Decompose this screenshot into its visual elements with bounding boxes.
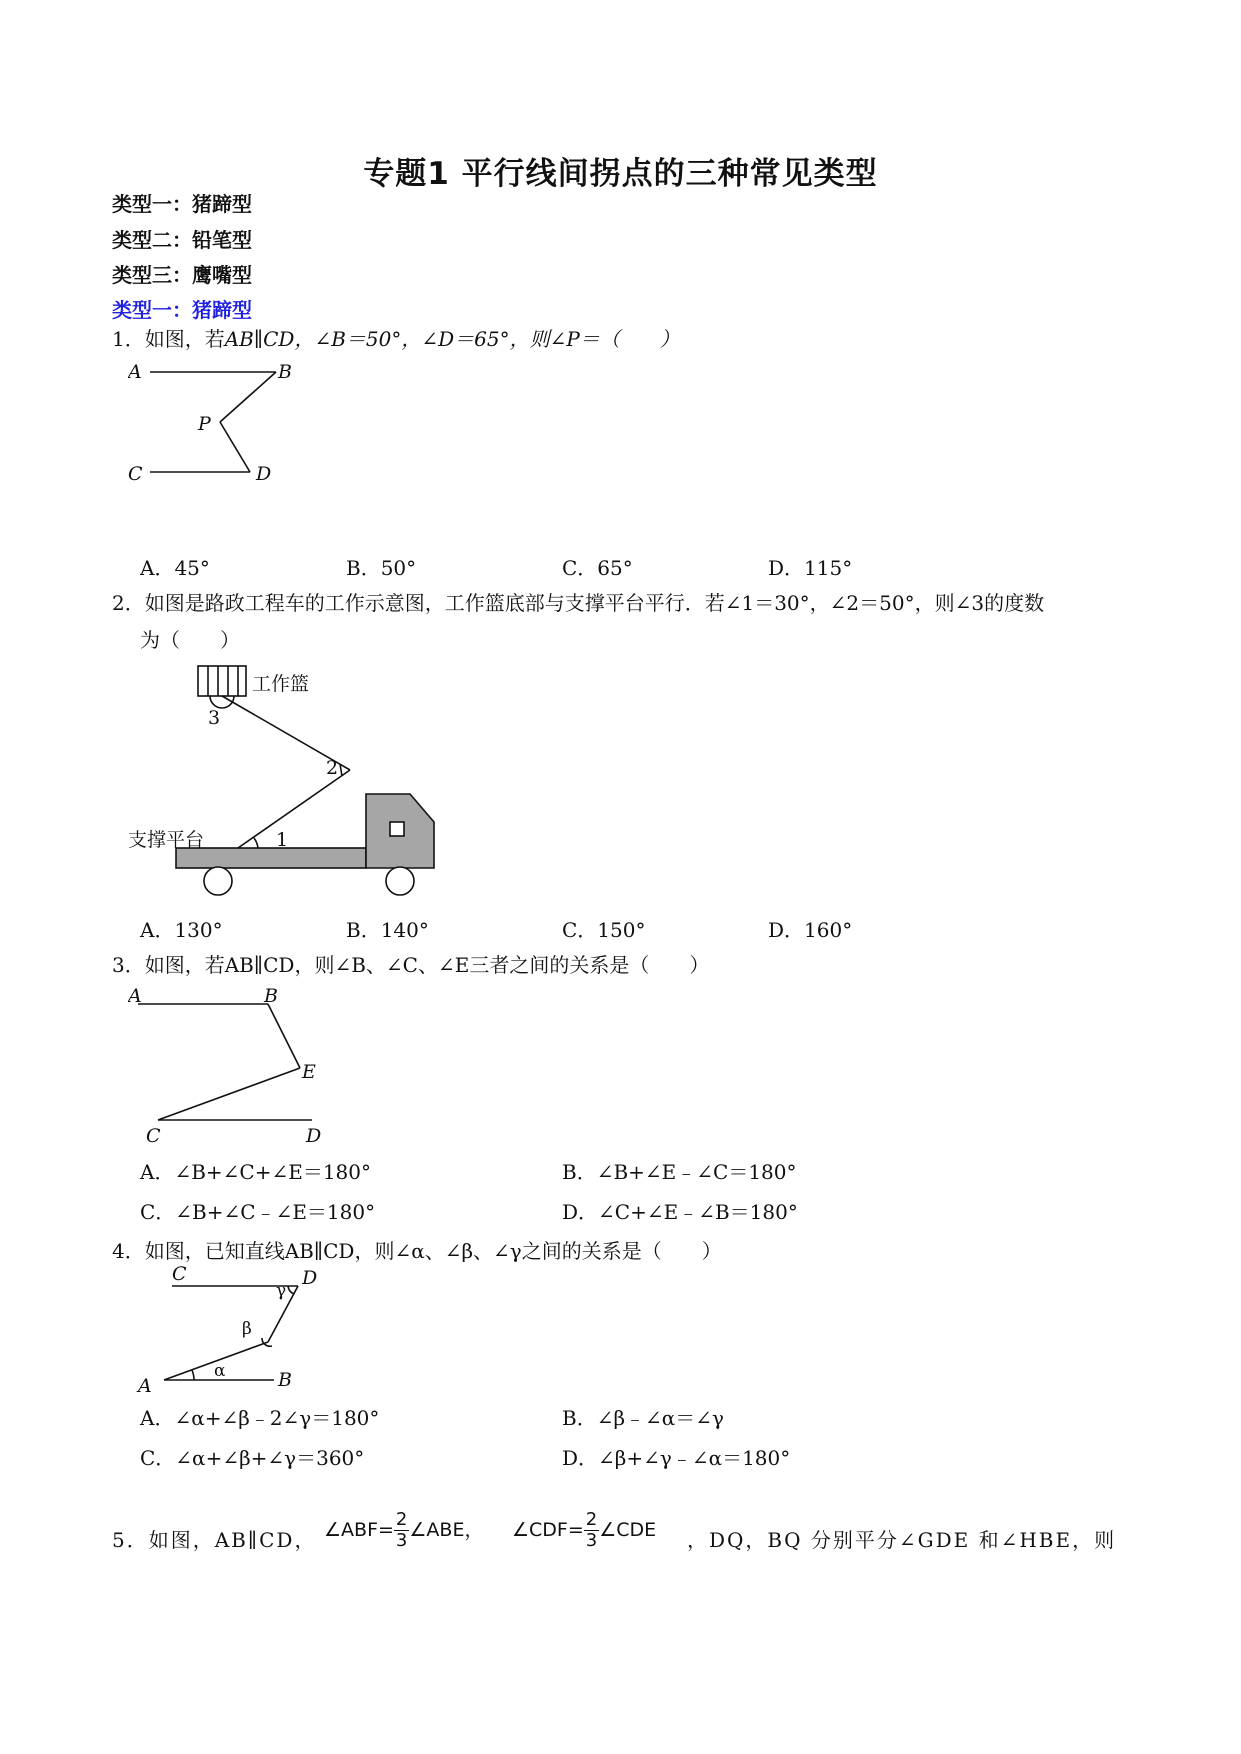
eq2-fraction: [584, 1510, 599, 1551]
eq1-denominator: 3: [395, 1530, 408, 1551]
question-3-option-d: D．∠C+∠E﹣∠B＝180°: [562, 1200, 798, 1224]
fig3-label-d: D: [306, 1125, 322, 1147]
question-5-prefix: 5．如图，AB∥CD，: [112, 1528, 317, 1552]
question-5-suffix: ，DQ，BQ 分别平分∠GDE 和∠HBE，则: [687, 1528, 1117, 1552]
fig4-beta: β: [242, 1319, 252, 1339]
fig4-label-c: C: [172, 1266, 187, 1285]
fig3-label-b: B: [264, 985, 278, 1007]
question-4-option-a: A．∠α+∠β﹣2∠γ＝180°: [140, 1406, 380, 1430]
question-5-equation-2: [512, 1510, 656, 1551]
question-2-option-d: D．160°: [768, 918, 853, 942]
page-title: 专题1 平行线间拐点的三种常见类型: [363, 156, 878, 192]
question-3-text: 3．如图，若AB∥CD，则∠B、∠C、∠E三者之间的关系是（ ）: [112, 953, 710, 977]
question-4-text: 4．如图，已知直线AB∥CD，则∠α、∠β、∠γ之间的关系是（ ）: [112, 1239, 722, 1263]
question-3-option-a: A．∠B+∠C+∠E＝180°: [140, 1160, 372, 1184]
fig1-label-a: A: [128, 361, 142, 383]
type-item-3: 类型三：鹰嘴型: [112, 263, 252, 287]
question-1-option-a: A．45°: [140, 556, 210, 580]
eq2-right: ∠CDE: [599, 1519, 657, 1541]
fig1-label-p: P: [198, 413, 211, 435]
question-2-option-a: A．130°: [140, 918, 223, 942]
question-2-line-1: 2．如图是路政工程车的工作示意图，工作篮底部与支撑平台平行．若∠1＝30°，∠2＝50°，则∠3的度数: [112, 591, 1045, 615]
fig4-label-d: D: [302, 1267, 318, 1289]
section-heading: 类型一：猪蹄型: [112, 298, 252, 322]
type-item-2: 类型二：铅笔型: [112, 228, 252, 252]
question-4-option-b: B．∠β﹣∠α＝∠γ: [562, 1406, 724, 1430]
question-1-option-b: B．50°: [346, 556, 417, 580]
question-4-option-c: C．∠α+∠β+∠γ＝360°: [140, 1446, 365, 1470]
type-item-1: 类型一：猪蹄型: [112, 192, 252, 216]
fig2-angle-3: 3: [208, 707, 221, 729]
eq1-numerator: 2: [395, 1509, 408, 1530]
eq1-left: ∠ABF=: [324, 1519, 394, 1541]
question-5: [112, 1500, 1132, 1570]
question-2-line-2: 为（ ）: [140, 628, 240, 652]
question-1-option-c: C．65°: [562, 556, 633, 580]
fig4-label-b: B: [278, 1369, 292, 1391]
fig3-label-c: C: [146, 1125, 161, 1147]
question-1-option-d: D．115°: [768, 556, 853, 580]
eq2-left: ∠CDF=: [512, 1519, 584, 1541]
question-3-option-c: C．∠B+∠C﹣∠E＝180°: [140, 1200, 376, 1224]
fig2-basket-label: 工作篮: [252, 673, 310, 695]
fig2-angle-2: 2: [326, 757, 339, 779]
eq2-denominator: 3: [585, 1530, 598, 1551]
fig4-alpha: α: [214, 1361, 226, 1381]
question-1-figure: [128, 356, 328, 490]
fig2-platform-label: 支撑平台: [128, 829, 205, 851]
fig1-label-d: D: [256, 463, 272, 485]
fig3-label-e: E: [302, 1061, 316, 1083]
question-1-prefix: 1．如图，若: [112, 327, 225, 351]
fig4-label-a: A: [138, 1375, 152, 1396]
question-2-option-b: B．140°: [346, 918, 429, 942]
fig2-angle-1: 1: [276, 829, 289, 851]
fig1-label-c: C: [128, 463, 143, 485]
fig1-label-b: B: [278, 361, 292, 383]
fig4-gamma: γ: [276, 1281, 287, 1301]
question-4-option-d: D．∠β+∠γ﹣∠α＝180°: [562, 1446, 791, 1470]
question-1: [112, 320, 680, 358]
eq2-numerator: 2: [585, 1509, 598, 1530]
question-5-equation-1: ∠ABF= $\frac{2}{3}$ ∠ABE，: [324, 1509, 484, 1551]
question-3-option-b: B．∠B+∠E﹣∠C＝180°: [562, 1160, 797, 1184]
question-2-figure: [128, 660, 448, 900]
eq1-right: ∠ABE: [409, 1519, 465, 1541]
question-4-figure: [128, 1266, 348, 1396]
eq1-fraction: [394, 1510, 409, 1551]
question-1-text: AB∥CD，∠B＝50°，∠D＝65°，则∠P＝（ ）: [224, 327, 680, 351]
fig3-label-a: A: [128, 985, 142, 1007]
question-2-option-c: C．150°: [562, 918, 646, 942]
question-3-figure: [128, 984, 338, 1150]
